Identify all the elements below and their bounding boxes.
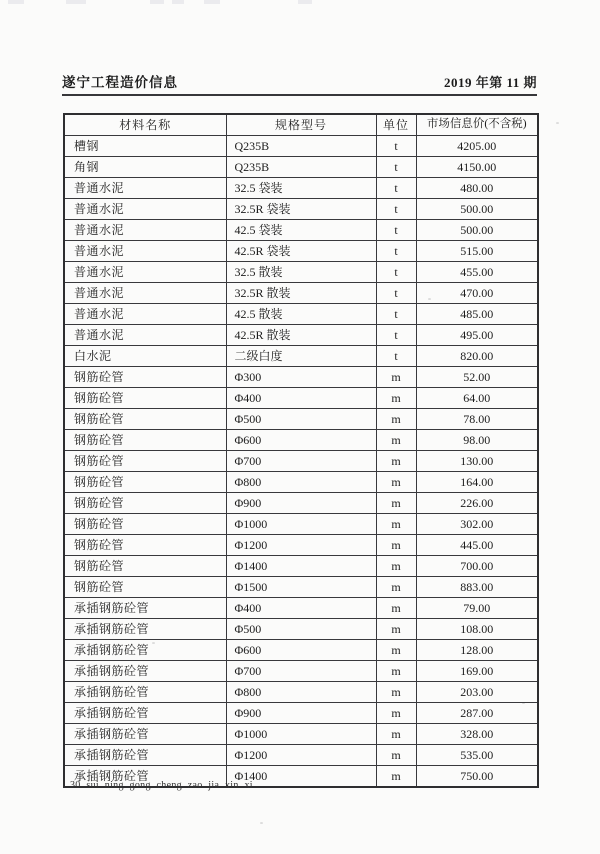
- table-cell: 485.00: [416, 304, 538, 325]
- table-cell: m: [376, 661, 416, 682]
- table-cell: m: [376, 430, 416, 451]
- table-cell: 480.00: [416, 178, 538, 199]
- table-row: [64, 577, 538, 598]
- table-cell: 32.5R 散装: [226, 283, 376, 304]
- table-cell: 承插钢筋砼管: [64, 703, 226, 724]
- table-cell: 42.5 袋装: [226, 220, 376, 241]
- table-cell: Φ500: [226, 409, 376, 430]
- scan-smudge: [298, 0, 312, 4]
- scan-smudge: [66, 0, 86, 4]
- journal-title: 遂宁工程造价信息: [62, 75, 178, 90]
- table-row: [64, 262, 538, 283]
- table-cell: 4205.00: [416, 136, 538, 157]
- table-cell: 108.00: [416, 619, 538, 640]
- table-row: [64, 220, 538, 241]
- table-cell: 普通水泥: [64, 178, 226, 199]
- table-row: [64, 493, 538, 514]
- table-cell: 98.00: [416, 430, 538, 451]
- table-cell: 钢筋砼管: [64, 472, 226, 493]
- table-cell: 287.00: [416, 703, 538, 724]
- table-cell: 承插钢筋砼管: [64, 640, 226, 661]
- table-cell: Φ900: [226, 493, 376, 514]
- table-cell: Φ1200: [226, 535, 376, 556]
- table-row: [64, 325, 538, 346]
- table-row: [64, 556, 538, 577]
- table-cell: m: [376, 619, 416, 640]
- table-cell: t: [376, 325, 416, 346]
- table-cell: 承插钢筋砼管: [64, 766, 226, 788]
- table-cell: 承插钢筋砼管: [64, 661, 226, 682]
- table-row: [64, 199, 538, 220]
- table-row: [64, 619, 538, 640]
- table-cell: 普通水泥: [64, 262, 226, 283]
- table-row: [64, 388, 538, 409]
- table-cell: m: [376, 766, 416, 788]
- table-cell: 500.00: [416, 199, 538, 220]
- table-cell: Φ1000: [226, 724, 376, 745]
- table-cell: 328.00: [416, 724, 538, 745]
- table-cell: t: [376, 283, 416, 304]
- table-cell: 42.5R 散装: [226, 325, 376, 346]
- table-cell: 承插钢筋砼管: [64, 619, 226, 640]
- table-cell: 203.00: [416, 682, 538, 703]
- table-row: [64, 430, 538, 451]
- table-cell: Φ800: [226, 682, 376, 703]
- table-row: [64, 640, 538, 661]
- table-cell: 钢筋砼管: [64, 367, 226, 388]
- table-row: [64, 283, 538, 304]
- table-cell: 455.00: [416, 262, 538, 283]
- table-cell: t: [376, 178, 416, 199]
- table-row: [64, 535, 538, 556]
- table-cell: 承插钢筋砼管: [64, 682, 226, 703]
- table-cell: 钢筋砼管: [64, 577, 226, 598]
- table-cell: t: [376, 241, 416, 262]
- col-header-market-price: 市场信息价(不含税): [416, 114, 538, 136]
- table-cell: m: [376, 514, 416, 535]
- table-cell: m: [376, 493, 416, 514]
- scan-smudge: [8, 0, 24, 4]
- table-cell: 820.00: [416, 346, 538, 367]
- page-header: [62, 71, 537, 96]
- table-cell: 角钢: [64, 157, 226, 178]
- col-header-spec-model: 规格型号: [226, 114, 376, 136]
- table-cell: 钢筋砼管: [64, 493, 226, 514]
- table-cell: t: [376, 304, 416, 325]
- table-cell: m: [376, 472, 416, 493]
- scan-speck: [556, 122, 559, 124]
- table-cell: Φ700: [226, 661, 376, 682]
- table-cell: 钢筋砼管: [64, 514, 226, 535]
- table-cell: 钢筋砼管: [64, 556, 226, 577]
- table-cell: 78.00: [416, 409, 538, 430]
- table-cell: m: [376, 724, 416, 745]
- table-cell: 普通水泥: [64, 325, 226, 346]
- table-cell: 42.5R 袋装: [226, 241, 376, 262]
- scan-smudge: [204, 0, 220, 4]
- table-header-row: [64, 114, 538, 136]
- table-cell: m: [376, 535, 416, 556]
- table-cell: Φ1400: [226, 766, 376, 788]
- table-cell: 二级白度: [226, 346, 376, 367]
- table-cell: t: [376, 199, 416, 220]
- table-cell: m: [376, 556, 416, 577]
- table-cell: Φ1200: [226, 745, 376, 766]
- table-cell: 钢筋砼管: [64, 409, 226, 430]
- table-cell: 钢筋砼管: [64, 451, 226, 472]
- table-cell: m: [376, 451, 416, 472]
- table-cell: 42.5 散装: [226, 304, 376, 325]
- table-cell: Φ600: [226, 430, 376, 451]
- table-cell: 495.00: [416, 325, 538, 346]
- table-cell: 普通水泥: [64, 283, 226, 304]
- table-cell: 883.00: [416, 577, 538, 598]
- table-cell: 4150.00: [416, 157, 538, 178]
- issue-label: 2019 年第 11 期: [443, 75, 537, 90]
- table-cell: t: [376, 157, 416, 178]
- table-cell: m: [376, 577, 416, 598]
- table-cell: 164.00: [416, 472, 538, 493]
- table-cell: Φ600: [226, 640, 376, 661]
- table-cell: 普通水泥: [64, 304, 226, 325]
- table-cell: 130.00: [416, 451, 538, 472]
- table-body: [64, 136, 538, 788]
- table-row: [64, 241, 538, 262]
- table-cell: Φ1500: [226, 577, 376, 598]
- table-cell: m: [376, 409, 416, 430]
- table-cell: 700.00: [416, 556, 538, 577]
- table-cell: 承插钢筋砼管: [64, 598, 226, 619]
- table-cell: t: [376, 262, 416, 283]
- table-cell: Φ800: [226, 472, 376, 493]
- scan-speck: [260, 822, 263, 824]
- table-row: [64, 682, 538, 703]
- table-cell: 226.00: [416, 493, 538, 514]
- table-cell: 445.00: [416, 535, 538, 556]
- table-cell: 302.00: [416, 514, 538, 535]
- table-cell: Q235B: [226, 157, 376, 178]
- table-cell: m: [376, 598, 416, 619]
- table-cell: Φ700: [226, 451, 376, 472]
- table-cell: t: [376, 136, 416, 157]
- table-cell: Φ1000: [226, 514, 376, 535]
- table-row: [64, 136, 538, 157]
- table-row: [64, 472, 538, 493]
- table-row: [64, 157, 538, 178]
- table-row: [64, 367, 538, 388]
- scan-smudge: [172, 0, 184, 4]
- table-cell: Φ500: [226, 619, 376, 640]
- table-cell: t: [376, 346, 416, 367]
- table-cell: 32.5R 袋装: [226, 199, 376, 220]
- table-cell: Q235B: [226, 136, 376, 157]
- table-cell: 128.00: [416, 640, 538, 661]
- col-header-material-name: 材料名称: [64, 114, 226, 136]
- table-cell: 钢筋砼管: [64, 388, 226, 409]
- table-row: [64, 745, 538, 766]
- price-table: [63, 113, 539, 788]
- table-cell: m: [376, 367, 416, 388]
- table-cell: m: [376, 682, 416, 703]
- table-cell: Φ400: [226, 598, 376, 619]
- table-row: [64, 451, 538, 472]
- table-cell: 500.00: [416, 220, 538, 241]
- table-cell: 白水泥: [64, 346, 226, 367]
- table-cell: 承插钢筋砼管: [64, 745, 226, 766]
- table-row: [64, 178, 538, 199]
- table-cell: t: [376, 220, 416, 241]
- table-row: [64, 661, 538, 682]
- table-cell: m: [376, 745, 416, 766]
- table-cell: 槽钢: [64, 136, 226, 157]
- table-row: [64, 304, 538, 325]
- table-cell: 普通水泥: [64, 199, 226, 220]
- table-row: [64, 703, 538, 724]
- table-cell: 52.00: [416, 367, 538, 388]
- table-cell: Φ300: [226, 367, 376, 388]
- table-cell: 470.00: [416, 283, 538, 304]
- table-cell: 169.00: [416, 661, 538, 682]
- table-cell: 64.00: [416, 388, 538, 409]
- table-cell: 515.00: [416, 241, 538, 262]
- col-header-unit: 单位: [376, 114, 416, 136]
- table-cell: 钢筋砼管: [64, 430, 226, 451]
- table-cell: m: [376, 703, 416, 724]
- table-cell: 普通水泥: [64, 241, 226, 262]
- table-cell: 32.5 散装: [226, 262, 376, 283]
- page-footer: 30 sui ning gong cheng zao jia xin xi: [70, 780, 253, 791]
- table-cell: 750.00: [416, 766, 538, 788]
- table-cell: Φ1400: [226, 556, 376, 577]
- table-cell: m: [376, 640, 416, 661]
- table-cell: 32.5 袋装: [226, 178, 376, 199]
- table-cell: 79.00: [416, 598, 538, 619]
- table-row: [64, 409, 538, 430]
- table-cell: 535.00: [416, 745, 538, 766]
- table-row: [64, 598, 538, 619]
- table-row: [64, 346, 538, 367]
- table-cell: 普通水泥: [64, 220, 226, 241]
- table-cell: Φ900: [226, 703, 376, 724]
- scan-smudge: [150, 0, 164, 4]
- table-row: [64, 514, 538, 535]
- table-cell: Φ400: [226, 388, 376, 409]
- table-cell: 钢筋砼管: [64, 535, 226, 556]
- table-cell: 承插钢筋砼管: [64, 724, 226, 745]
- table-row: [64, 724, 538, 745]
- table-cell: m: [376, 388, 416, 409]
